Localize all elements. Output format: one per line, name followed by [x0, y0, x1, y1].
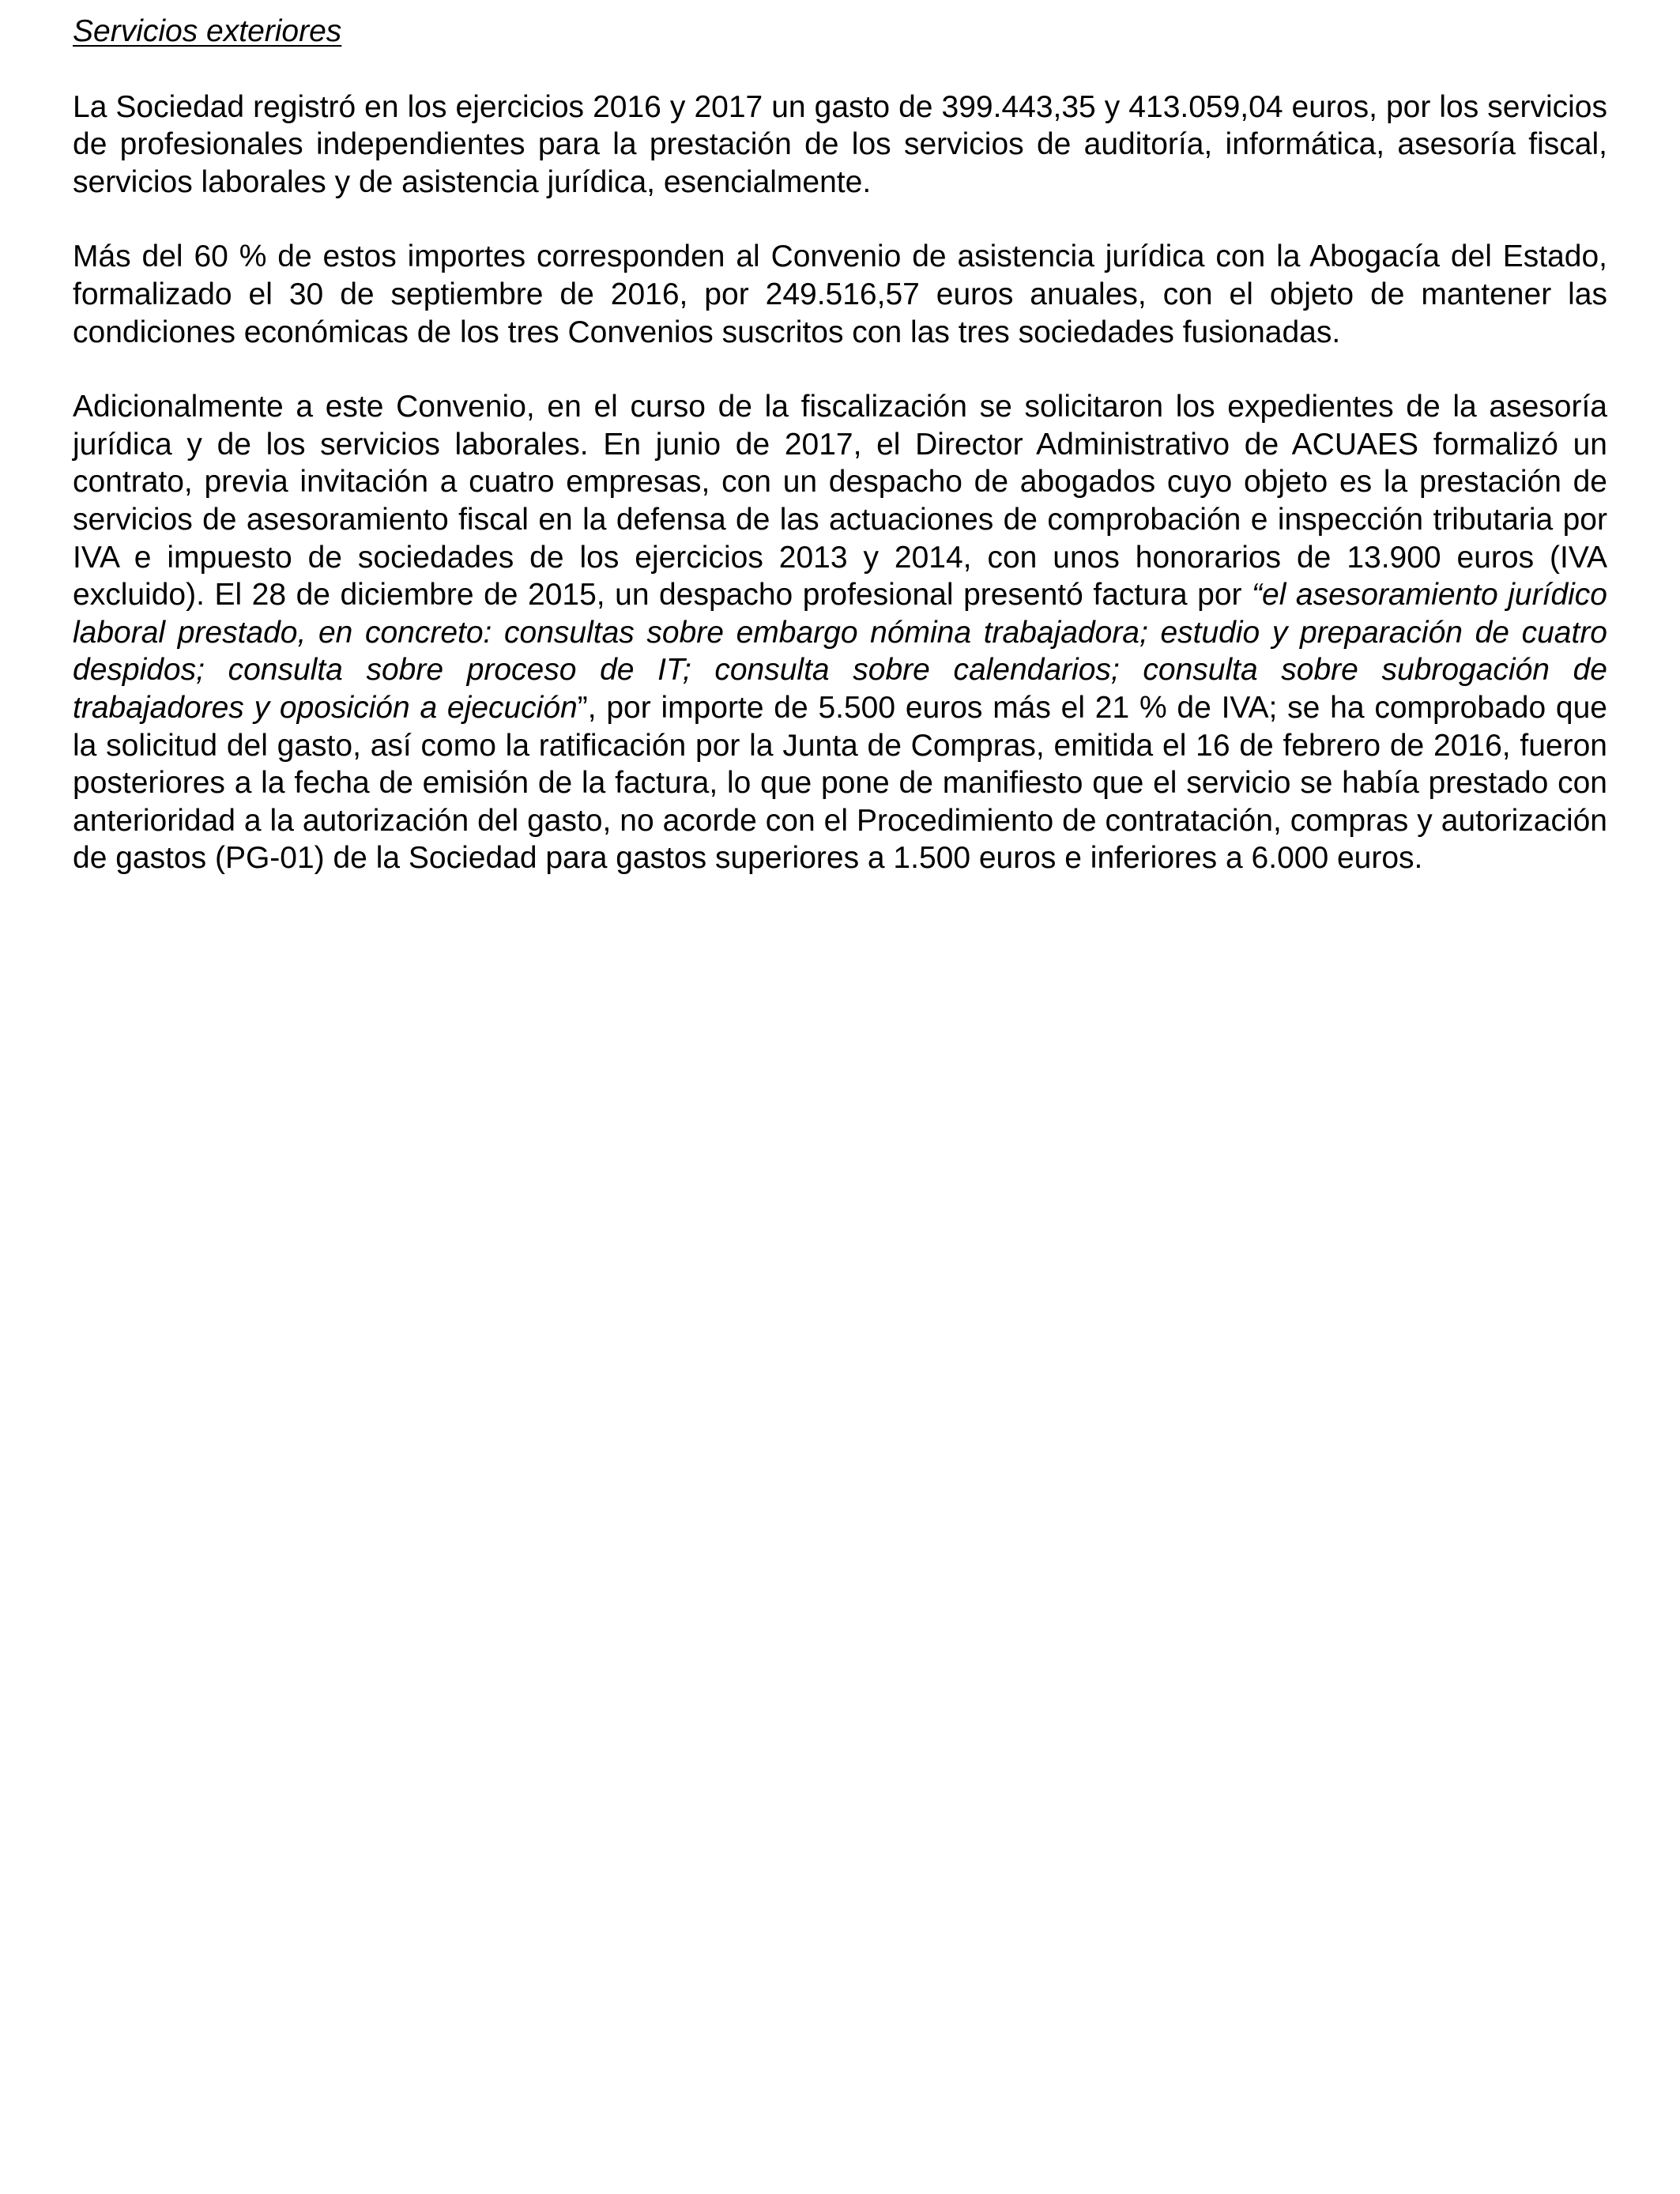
- paragraph-contracts-text-after: ”, por importe de 5.500 euros más el 21 % de IVA; se ha comprobado que la solicitud del gasto, así como la ratificación por la Junta de Compras, emitida el 16 de febrero de 2016, fueron posteriores a la fecha de emisión de la factura, lo que pone de manifiesto que el servicio se había prestado con anterioridad a la autorización del gasto, no acorde con el Procedimiento de contratación, compras y autorización de gastos (PG-01) de la Sociedad para gastos superiores a 1.500 euros e inferiores a 6.000 euros.: [73, 690, 1607, 876]
- document-page: [73, 13, 1607, 914]
- paragraph-expenses: La Sociedad registró en los ejercicios 2016 y 2017 un gasto de 399.443,35 y 413.059,04 euros, por los servicios de profesionales independientes para la prestación de los servicios de auditoría, informática, asesoría fiscal, servicios laborales y de asistencia jurídica, esencialmente.: [73, 89, 1607, 199]
- paragraph-convenio: Más del 60 % de estos importes corresponden al Convenio de asistencia jurídica con la Abogacía del Estado, formalizado el 30 de septiembre de 2016, por 249.516,57 euros anuales, con el objeto de mantener las condiciones económicas de los tres Convenios suscritos con las tres sociedades fusionadas.: [73, 239, 1607, 349]
- section-heading: Servicios exteriores: [73, 14, 342, 48]
- invoice-quote: “el asesoramiento jurídico laboral prestado, en concreto: consultas sobre embargo nómina trabajadora; estudio y preparación de cuatro despidos; consulta sobre proceso de IT; consulta sobre calendarios; consulta sobre subrogación de trabajadores y oposición a ejecución: [73, 578, 1607, 725]
- paragraph-contracts-text-before: Adicionalmente a este Convenio, en el curso de la fiscalización se solicitaron los expedientes de la asesoría jurídica y de los servicios laborales. En junio de 2017, el Director Administrativo de ACUAES formalizó un contrato, previa invitación a cuatro empresas, con un despacho de abogados cuyo objeto es la prestación de servicios de asesoramiento fiscal en la defensa de las actuaciones de comprobación e inspección tributaria por IVA e impuesto de sociedades de los ejercicios 2013 y 2014, con unos honorarios de 13.900 euros (IVA excluido). El 28 de diciembre de 2015, un despacho profesional presentó factura por: [73, 390, 1607, 613]
- paragraph-contracts: [73, 388, 1607, 877]
